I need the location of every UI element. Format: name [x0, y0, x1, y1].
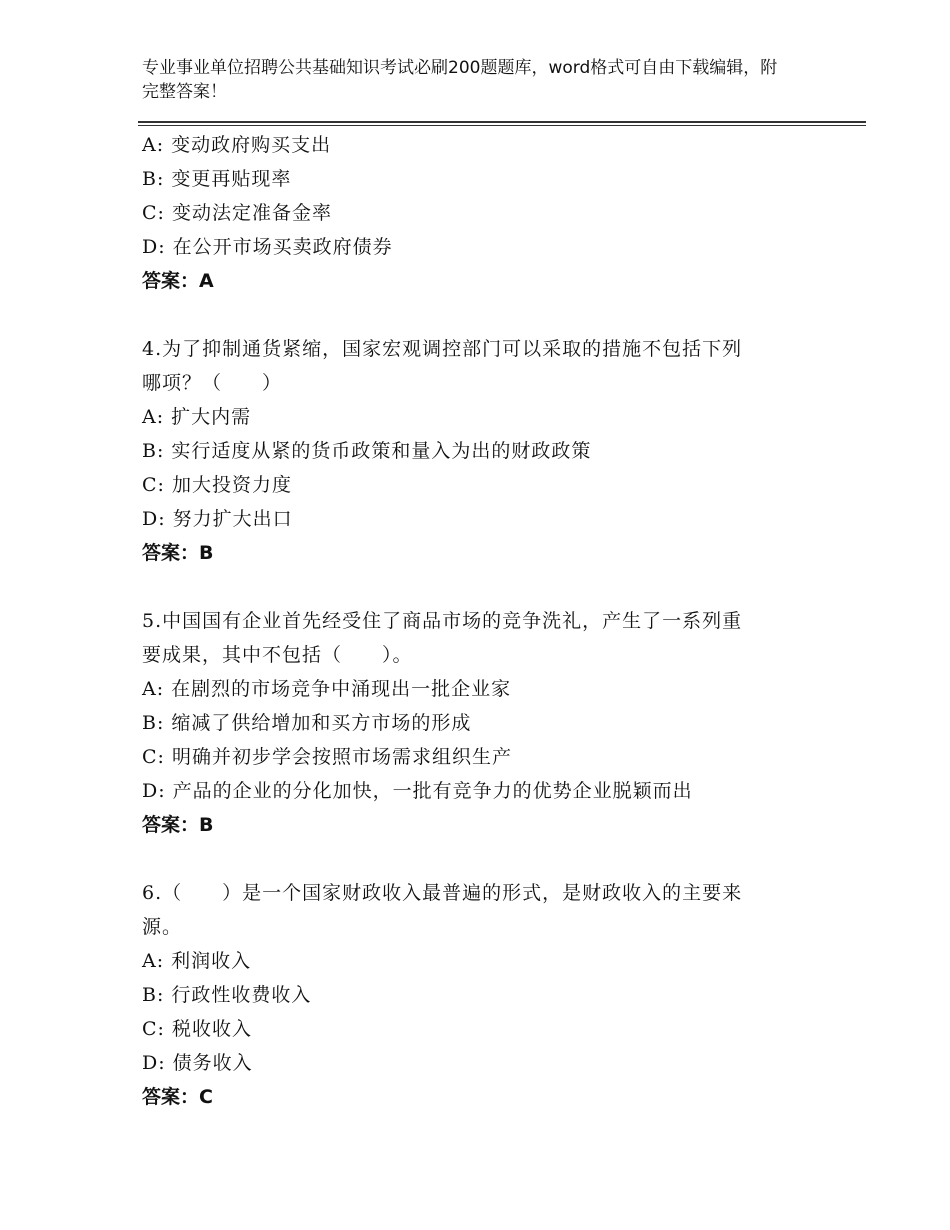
option-c: C: 税收收入: [142, 1018, 252, 1040]
option-c: C: 变动法定准备金率: [142, 202, 332, 224]
answer: 答案：A: [142, 270, 214, 292]
question-stem-cont: 哪项？（ ）: [142, 372, 283, 394]
option-b: B: 缩减了供给增加和买方市场的形成: [142, 712, 472, 734]
option-d: D: 产品的企业的分化加快，一批有竞争力的优势企业脱颖而出: [142, 780, 693, 802]
option-a: A: 利润收入: [142, 950, 252, 972]
spacer: [142, 570, 822, 604]
page-header: [142, 56, 792, 104]
option-c: C: 明确并初步学会按照市场需求组织生产: [142, 746, 512, 768]
question-list: [142, 128, 822, 1114]
option-a: A: 在剧烈的市场竞争中涌现出一批企业家: [142, 678, 512, 700]
option-c: C: 加大投资力度: [142, 474, 292, 496]
question-3: [142, 128, 822, 298]
question-6: [142, 876, 822, 1114]
option-a: A: 变动政府购买支出: [142, 134, 332, 156]
question-4: [142, 332, 822, 570]
option-a: A: 扩大内需: [142, 406, 252, 428]
question-5: [142, 604, 822, 842]
option-b: B: 行政性收费收入: [142, 984, 312, 1006]
option-d: D: 在公开市场买卖政府债券: [142, 236, 393, 258]
question-stem-cont: 源。: [142, 916, 183, 938]
option-d: D: 努力扩大出口: [142, 508, 293, 530]
answer: 答案：B: [142, 814, 214, 836]
question-stem: 6.（ ）是一个国家财政收入最普遍的形式，是财政收入的主要来: [142, 882, 743, 904]
answer: 答案：C: [142, 1086, 213, 1108]
spacer: [142, 298, 822, 332]
answer: 答案：B: [142, 542, 214, 564]
question-stem: 5.中国国有企业首先经受住了商品市场的竞争洗礼，产生了一系列重: [142, 610, 743, 632]
question-stem: 4.为了抑制通货紧缩，国家宏观调控部门可以采取的措施不包括下列: [142, 338, 743, 360]
spacer: [142, 842, 822, 876]
option-d: D: 债务收入: [142, 1052, 253, 1074]
option-b: B: 变更再贴现率: [142, 168, 292, 190]
header-text: 专业事业单位招聘公共基础知识考试必刷200题题库，word格式可自由下载编辑，附完整答案！: [142, 58, 778, 102]
question-stem-cont: 要成果，其中不包括（ ）。: [142, 644, 413, 666]
option-b: B: 实行适度从紧的货币政策和量入为出的财政政策: [142, 440, 592, 462]
header-divider: [138, 121, 866, 126]
